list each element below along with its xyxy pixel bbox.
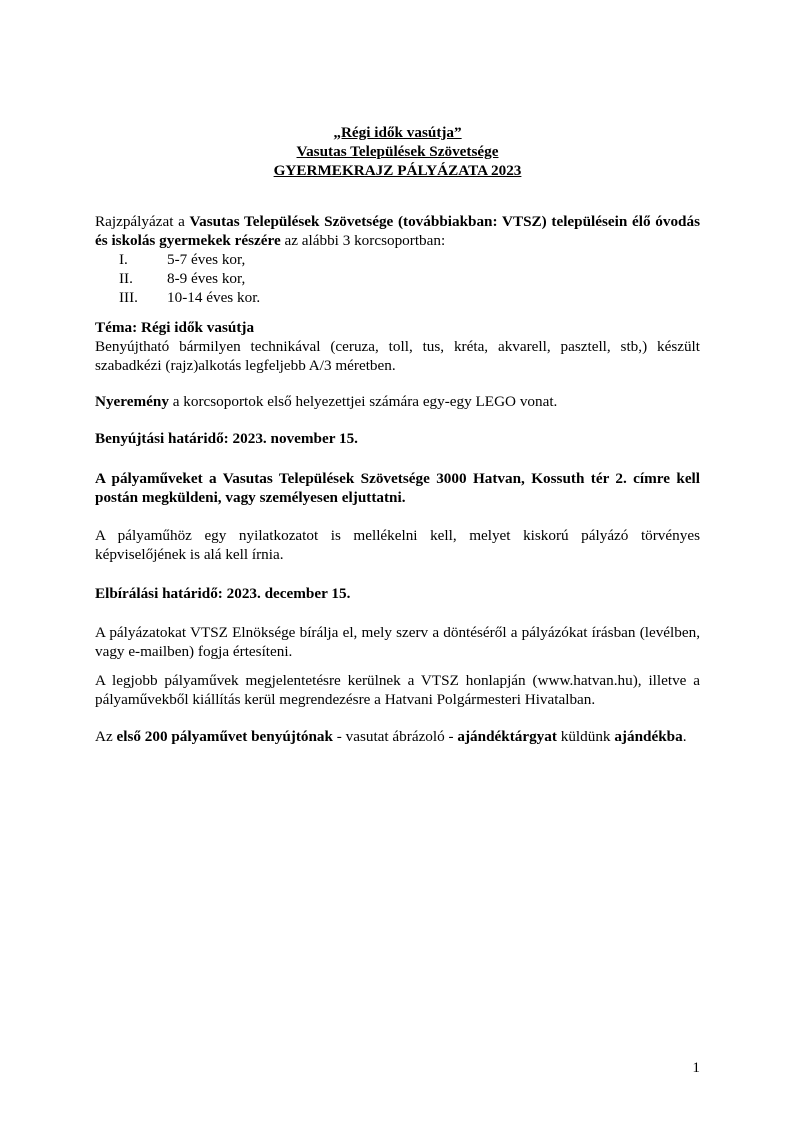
list-item-label: 5-7 éves kor,: [167, 251, 246, 268]
nyilatkozat-paragraph: A pályaműhöz egy nyilatkozatot is mellékelni kell, melyet kiskorú pályázó törvényes képviselőjének is alá kell írnia.: [95, 527, 700, 563]
list-item-number: I.: [119, 251, 128, 268]
intro-bold: Vasutas Települések Szövetsége (továbbiakban: VTSZ) településein élő óvodás és iskolás gyermekek részére: [95, 213, 700, 249]
intro-text-1: Rajzpályázat a: [95, 213, 190, 230]
list-item: [95, 250, 700, 269]
nyeremeny-bold: Nyeremény: [95, 393, 169, 410]
age-group-list: [95, 250, 700, 307]
elbiralasi-hatarido: Elbírálási határidő: 2023. december 15.: [95, 585, 351, 602]
list-item: [95, 269, 700, 288]
megjelenes-paragraph: A legjobb pályaművek megjelentetésre kerülnek a VTSZ honlapján (www.hatvan.hu), illetve a pályaművekből kiállítás kerül megrendezésre a Hatvani Polgármesteri Hivatalban.: [95, 672, 700, 708]
list-item-label: 8-9 éves kor,: [167, 270, 246, 287]
title-line-2: Vasutas Települések Szövetsége: [296, 143, 499, 160]
ajandek-paragraph: [95, 727, 700, 746]
ajandek-text-3: küldünk: [556, 728, 615, 745]
intro-text-2: az alábbi 3 korcsoportban:: [280, 232, 446, 249]
ajandek-text-2: - vasutat ábrázoló -: [332, 728, 458, 745]
ajandek-text-1: Az: [95, 728, 117, 745]
tema-paragraph: Benyújtható bármilyen technikával (ceruza, toll, tus, kréta, akvarell, pasztell, stb,) készült szabadkézi (rajz)alkotás legfeljebb A/3 méretben.: [95, 338, 700, 374]
title-line-1: „Régi idők vasútja”: [333, 124, 462, 141]
document-title: [95, 123, 700, 180]
nyeremeny-text: a korcsoportok első helyezettjei számára egy-egy LEGO vonat.: [168, 393, 558, 410]
document-body: [95, 212, 700, 746]
ajandek-text-4: .: [682, 728, 687, 745]
intro-paragraph: [95, 212, 700, 250]
ajandek-bold-1: első 200 pályaművet benyújtónak: [116, 728, 333, 745]
bekuldes-paragraph: A pályaműveket a Vasutas Települések Szövetsége 3000 Hatvan, Kossuth tér 2. címre kell postán megküldeni, vagy személyesen eljuttatni.: [95, 470, 700, 506]
list-item: [95, 288, 700, 307]
biralat-paragraph: A pályázatokat VTSZ Elnöksége bírálja el, mely szerv a döntéséről a pályázókat írásban (levélben, vagy e-mailben) fogja értesíteni.: [95, 624, 700, 660]
ajandek-bold-2: ajándéktárgyat: [457, 728, 557, 745]
list-item-number: III.: [119, 289, 138, 306]
title-line-3: GYERMEKRAJZ PÁLYÁZATA 2023: [273, 162, 522, 179]
page-number: 1: [692, 1059, 700, 1076]
benyujtasi-hatarido: Benyújtási határidő: 2023. november 15.: [95, 430, 358, 447]
tema-heading: Téma: Régi idők vasútja: [95, 319, 255, 336]
list-item-label: 10-14 éves kor.: [167, 289, 261, 306]
ajandek-bold-3: ajándékba: [614, 728, 683, 745]
nyeremeny-paragraph: [95, 392, 700, 411]
list-item-number: II.: [119, 270, 133, 287]
